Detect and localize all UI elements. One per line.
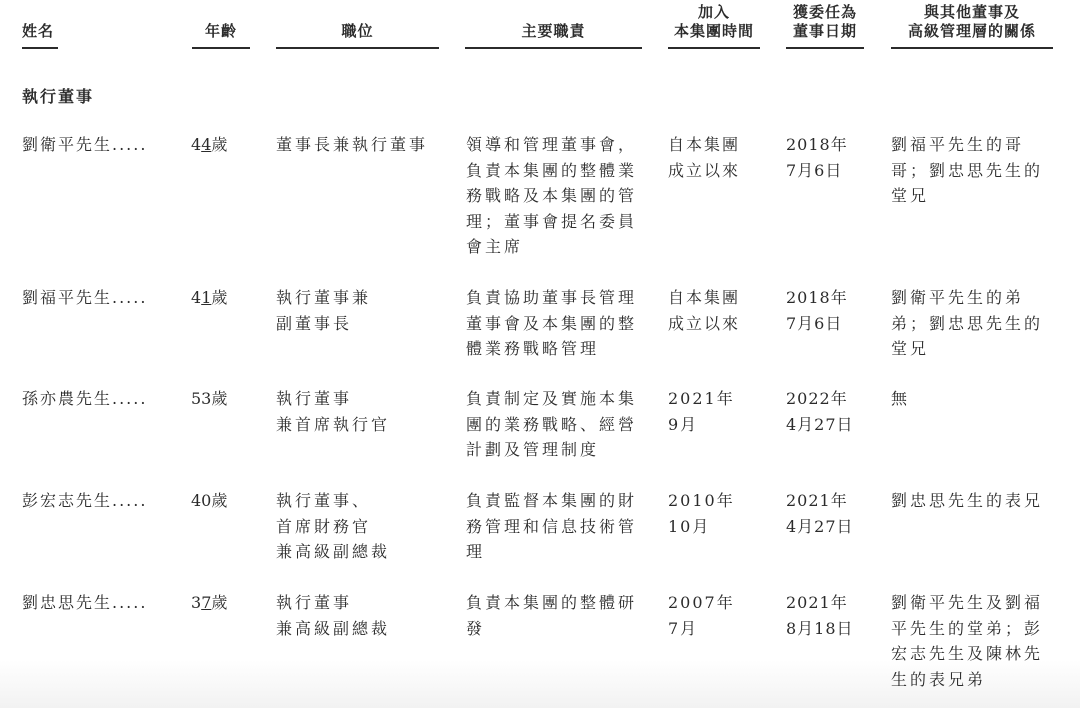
appointed-line: 2018年 xyxy=(786,135,848,154)
director-name: 孫亦農先生..... xyxy=(22,389,148,408)
relationship-line: 宏志先生及陳林先 xyxy=(891,644,1044,663)
appointed-line: 4月27日 xyxy=(786,414,854,434)
position-line: 董事長兼執行董事 xyxy=(276,135,429,154)
age-digits: 40 xyxy=(191,491,212,510)
appointed-line: 2022年 xyxy=(786,389,848,408)
age-unit: 歲 xyxy=(211,135,228,154)
header-rule xyxy=(465,47,642,49)
header-rel-line1: 與其他董事及 xyxy=(923,3,1020,21)
header-rule xyxy=(891,47,1053,49)
relationship-line: 劉衛平先生及劉福 xyxy=(891,593,1044,612)
age-digit-underlined: 1 xyxy=(201,288,212,307)
director-responsibility xyxy=(466,386,637,463)
director-position xyxy=(276,386,390,437)
join-line: 成立以來 xyxy=(668,160,741,180)
header-rule xyxy=(668,47,760,49)
director-relationship xyxy=(891,132,1043,209)
director-responsibility xyxy=(466,488,637,565)
relationship-line: 劉福平先生的哥 xyxy=(891,135,1025,154)
director-age xyxy=(191,285,227,311)
appointed-line: 7月6日 xyxy=(786,313,843,333)
director-appointment-date xyxy=(786,132,848,183)
director-relationship xyxy=(891,386,910,412)
director-age xyxy=(191,488,227,514)
responsibility-line: 理 xyxy=(466,542,486,561)
age-digit-underlined: 7 xyxy=(201,593,212,612)
responsibility-line: 體業務戰略管理 xyxy=(466,339,600,358)
director-appointment-date xyxy=(786,285,848,336)
join-line: 自本集團 xyxy=(668,288,741,307)
appointed-line: 2021年 xyxy=(786,491,848,510)
responsibility-line: 負責本集團的整體業 xyxy=(466,160,638,180)
header-name xyxy=(22,22,58,41)
relationship-line: 劉忠思先生的表兄 xyxy=(891,491,1044,510)
header-join-line1: 加入 xyxy=(697,3,730,21)
responsibility-line: 發 xyxy=(466,618,486,638)
position-line: 兼高級副總裁 xyxy=(276,618,391,638)
join-line: 7月 xyxy=(668,618,699,638)
responsibility-line: 負責本集團的整體研 xyxy=(466,593,638,612)
appointed-line: 2018年 xyxy=(786,288,848,307)
header-responsibility xyxy=(465,22,642,41)
responsibility-line: 負責制定及實施本集 xyxy=(466,389,638,408)
relationship-line: 哥；劉忠思先生的 xyxy=(891,160,1044,180)
age-digit-underlined: 4 xyxy=(201,135,212,154)
appointed-line: 2021年 xyxy=(786,593,848,612)
position-line: 執行董事、 xyxy=(276,491,372,510)
join-line: 2021年 xyxy=(668,389,735,408)
header-appointment-date xyxy=(786,3,864,41)
director-join-date xyxy=(668,488,735,539)
header-responsibility-label: 主要職責 xyxy=(521,22,586,40)
director-name: 劉忠思先生..... xyxy=(22,593,148,612)
header-age-label: 年齡 xyxy=(204,22,237,40)
relationship-line: 生的表兄弟 xyxy=(891,669,987,689)
position-line: 執行董事 xyxy=(276,389,353,408)
header-rule xyxy=(22,47,58,49)
join-line: 2007年 xyxy=(668,593,735,612)
header-join-line2: 本集團時間 xyxy=(673,22,754,40)
director-appointment-date xyxy=(786,590,854,641)
header-appt-line1: 獲委任為 xyxy=(792,3,857,21)
position-line: 執行董事兼 xyxy=(276,288,372,307)
position-line: 兼首席執行官 xyxy=(276,414,391,434)
director-join-date xyxy=(668,285,740,336)
relationship-line: 無 xyxy=(891,389,911,408)
header-name-label: 姓名 xyxy=(22,22,55,40)
director-responsibility xyxy=(466,132,637,260)
responsibility-line: 會主席 xyxy=(466,237,524,256)
section-title: 執行董事 xyxy=(22,87,95,106)
director-appointment-date xyxy=(786,488,854,539)
age-unit: 歲 xyxy=(211,593,228,612)
director-relationship xyxy=(891,590,1043,692)
director-position xyxy=(276,132,428,158)
director-position xyxy=(276,590,390,641)
responsibility-line: 董事會及本集團的整 xyxy=(466,313,638,333)
appointed-line: 7月6日 xyxy=(786,160,843,180)
director-position xyxy=(276,285,371,336)
age-digits: 3 xyxy=(191,593,202,612)
age-digits: 53 xyxy=(191,389,212,408)
director-responsibility xyxy=(466,590,637,641)
responsibility-line: 務管理和信息技術管 xyxy=(466,516,638,536)
join-line: 2010年 xyxy=(668,491,735,510)
relationship-line: 堂兄 xyxy=(891,339,930,358)
header-rule xyxy=(786,47,864,49)
responsibility-line: 負責協助董事長管理 xyxy=(466,288,638,307)
relationship-line: 劉衛平先生的弟 xyxy=(891,288,1025,307)
director-relationship xyxy=(891,488,1043,514)
join-line: 自本集團 xyxy=(668,135,741,154)
director-name: 劉衛平先生..... xyxy=(22,135,148,154)
position-line: 副董事長 xyxy=(276,313,353,333)
director-name: 彭宏志先生..... xyxy=(22,491,148,510)
header-position-label: 職位 xyxy=(341,22,374,40)
header-join-date xyxy=(668,3,760,41)
header-rule xyxy=(192,47,250,49)
age-digits: 4 xyxy=(191,135,202,154)
director-join-date xyxy=(668,590,735,641)
header-appt-line2: 董事日期 xyxy=(792,22,857,40)
director-position xyxy=(276,488,390,565)
director-age xyxy=(191,386,227,412)
director-responsibility xyxy=(466,285,637,362)
director-age xyxy=(191,132,227,158)
director-relationship xyxy=(891,285,1043,362)
relationship-line: 平先生的堂弟；彭 xyxy=(891,618,1044,638)
header-relationship xyxy=(891,3,1053,41)
join-line: 9月 xyxy=(668,414,699,434)
director-appointment-date xyxy=(786,386,854,437)
director-join-date xyxy=(668,386,735,437)
position-line: 兼高級副總裁 xyxy=(276,542,391,561)
age-digits: 4 xyxy=(191,288,202,307)
header-position xyxy=(276,22,439,41)
responsibility-line: 理；董事會提名委員 xyxy=(466,211,638,231)
join-line: 10月 xyxy=(668,516,711,536)
header-rule xyxy=(276,47,439,49)
relationship-line: 堂兄 xyxy=(891,186,930,205)
age-unit: 歲 xyxy=(211,389,228,408)
director-age xyxy=(191,590,227,616)
header-rel-line2: 高級管理層的關係 xyxy=(907,22,1036,40)
position-line: 首席財務官 xyxy=(276,516,372,536)
responsibility-line: 負責監督本集團的財 xyxy=(466,491,638,510)
responsibility-line: 計劃及管理制度 xyxy=(466,440,600,459)
responsibility-line: 務戰略及本集團的管 xyxy=(466,186,638,205)
relationship-line: 弟；劉忠思先生的 xyxy=(891,313,1044,333)
age-unit: 歲 xyxy=(211,491,228,510)
age-unit: 歲 xyxy=(211,288,228,307)
responsibility-line: 團的業務戰略、經營 xyxy=(466,414,638,434)
position-line: 執行董事 xyxy=(276,593,353,612)
appointed-line: 4月27日 xyxy=(786,516,854,536)
director-name: 劉福平先生..... xyxy=(22,288,148,307)
join-line: 成立以來 xyxy=(668,313,741,333)
responsibility-line: 領導和管理董事會， xyxy=(466,135,638,154)
director-join-date xyxy=(668,132,740,183)
header-age xyxy=(192,22,250,41)
appointed-line: 8月18日 xyxy=(786,618,854,638)
